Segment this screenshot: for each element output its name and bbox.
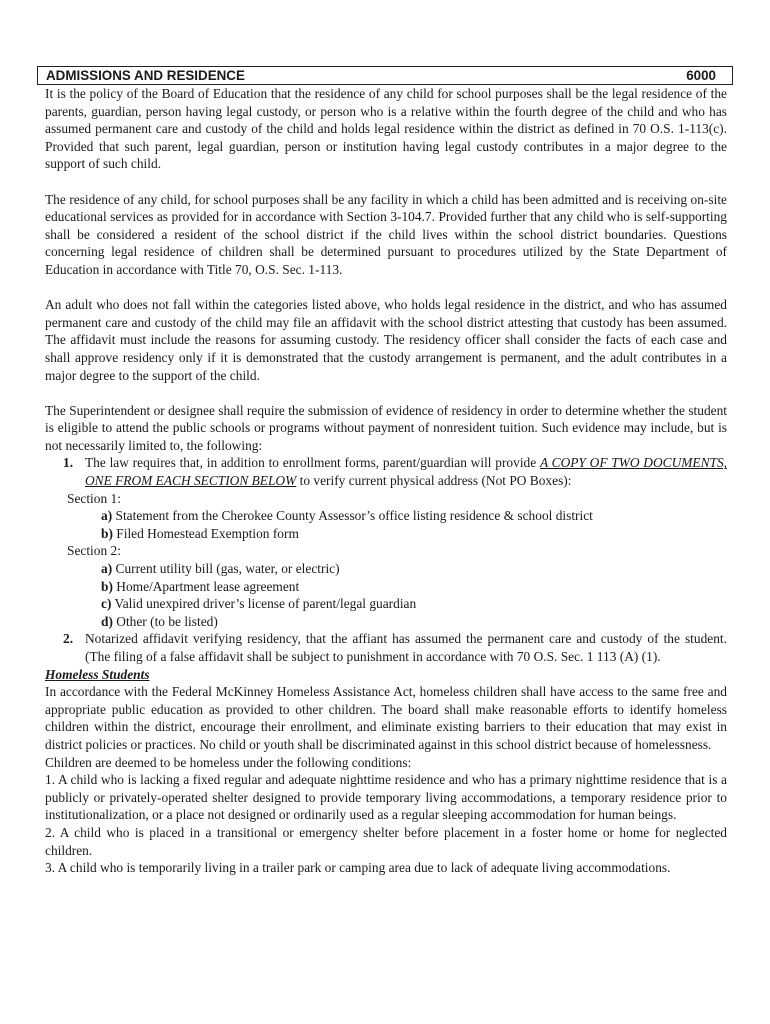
section-2-label: Section 2: [67, 543, 121, 559]
paragraph-homeless-intro: In accordance with the Federal McKinney Homeless Assistance Act, homeless children shall have access to the same free and appropriate public education as provided to other children. The board shall make reasonable efforts to identify homeless children within the district, encourage their enrollment, and eliminate existing barriers to their education that may exist in district policies or practices. No child or youth shall be discriminated against in this school district because of homelessness. [45, 684, 727, 752]
list-item-documents [45, 454, 727, 489]
list-text: The law requires that, in addition to enrollment forms, parent/guardian will provide [85, 455, 540, 471]
section-2-item-d: d) Other (to be listed) [101, 613, 218, 629]
list-number: 2. [63, 631, 74, 647]
section-1-item-b: b) Filed Homestead Exemption form [101, 525, 299, 541]
homeless-condition-3: 3. A child who is temporarily living in a trailer park or camping area due to lack of adequate living accommodations. [45, 860, 671, 876]
list-text: Notarized affidavit verifying residency, that the affiant has assumed the permanent care and custody of the student. (The filing of a false affidavit shall be subject to punishment in accordance with 70 O.S. Sec. 1 113 (A) (1). [85, 631, 727, 664]
homeless-condition-1: 1. A child who is lacking a fixed regular and adequate nighttime residence and who has a primary nighttime residence that is a publicly or privately-operated shelter designed to provide temporary living accommodations, a temporary residence prior to institutionalization, or a place not designed or ordinarily used as a regular sleeping accommodation for human beings. [45, 772, 727, 823]
paragraph-homeless-conditions: Children are deemed to be homeless under the following conditions: [45, 754, 412, 770]
list-item-affidavit [45, 630, 727, 665]
section-2-item-a: a) Current utility bill (gas, water, or electric) [101, 561, 340, 577]
emphasis-text: A COPY OF TWO DOCUMENTS, ONE FROM EACH SECTION BELOW [85, 455, 727, 489]
section-2-item-b: b) Home/Apartment lease agreement [101, 578, 300, 594]
policy-code: 6000 [686, 68, 716, 83]
section-1-label: Section 1: [67, 490, 121, 506]
paragraph-affidavit: An adult who does not fall within the categories listed above, who holds legal residence in the district, and who has assumed permanent care and custody of the child may file an affidavit with the school district attesting that custody has been assumed. The affidavit must include the reasons for assuming custody. The residency officer shall consider the facts of each case and shall approve residency only if it is demonstrated that the custody arrangement is permanent, and the adult contributes in a major degree to the support of the child. [45, 297, 727, 383]
list-number: 1. [63, 455, 74, 471]
homeless-heading: Homeless Students [45, 666, 150, 682]
policy-page [45, 66, 727, 877]
paragraph-evidence: The Superintendent or designee shall require the submission of evidence of residency in order to determine whether the student is eligible to attend the public schools or programs without payment of nonresident tuition. Such evidence may include, but is not necessarily limited to, the following: [45, 402, 727, 453]
paragraph-residence-policy: It is the policy of the Board of Education that the residence of any child for school purposes shall be the legal residence of the parents, guardian, person having legal custody, or person who is a relative within the fourth degree of the child and who has assumed permanent care and custody of the child and holds legal residence within the district as defined in 70 O.S. 1-113(c). Provided that such parent, legal guardian, person or institution having legal custody contributes in a major degree to the support of such child. [45, 86, 727, 172]
paragraph-residence-facility: The residence of any child, for school purposes shall be any facility in which a child has been admitted and is receiving on-site educational services as provided for in accordance with Section 3-104.7. Provided further that any child who is self-supporting shall be considered a resident of the school district if the child lives within the school district boundaries. Questions concerning legal residence of children shall be determined pursuant to procedures utilized by the State Department of Education in accordance with Title 70, O.S. Sec. 1-113. [45, 191, 727, 277]
section-2-item-c: c) Valid unexpired driver’s license of parent/legal guardian [101, 596, 417, 612]
homeless-condition-2: 2. A child who is placed in a transitional or emergency shelter before placement in a foster home or home for neglected children. [45, 824, 727, 858]
section-1-item-a: a) Statement from the Cherokee County Assessor’s office listing residence & school district [101, 508, 593, 524]
list-text-end: to verify current physical address (Not PO Boxes): [296, 473, 572, 489]
policy-title-bar [37, 66, 733, 85]
page-title: ADMISSIONS AND RESIDENCE [46, 68, 245, 83]
